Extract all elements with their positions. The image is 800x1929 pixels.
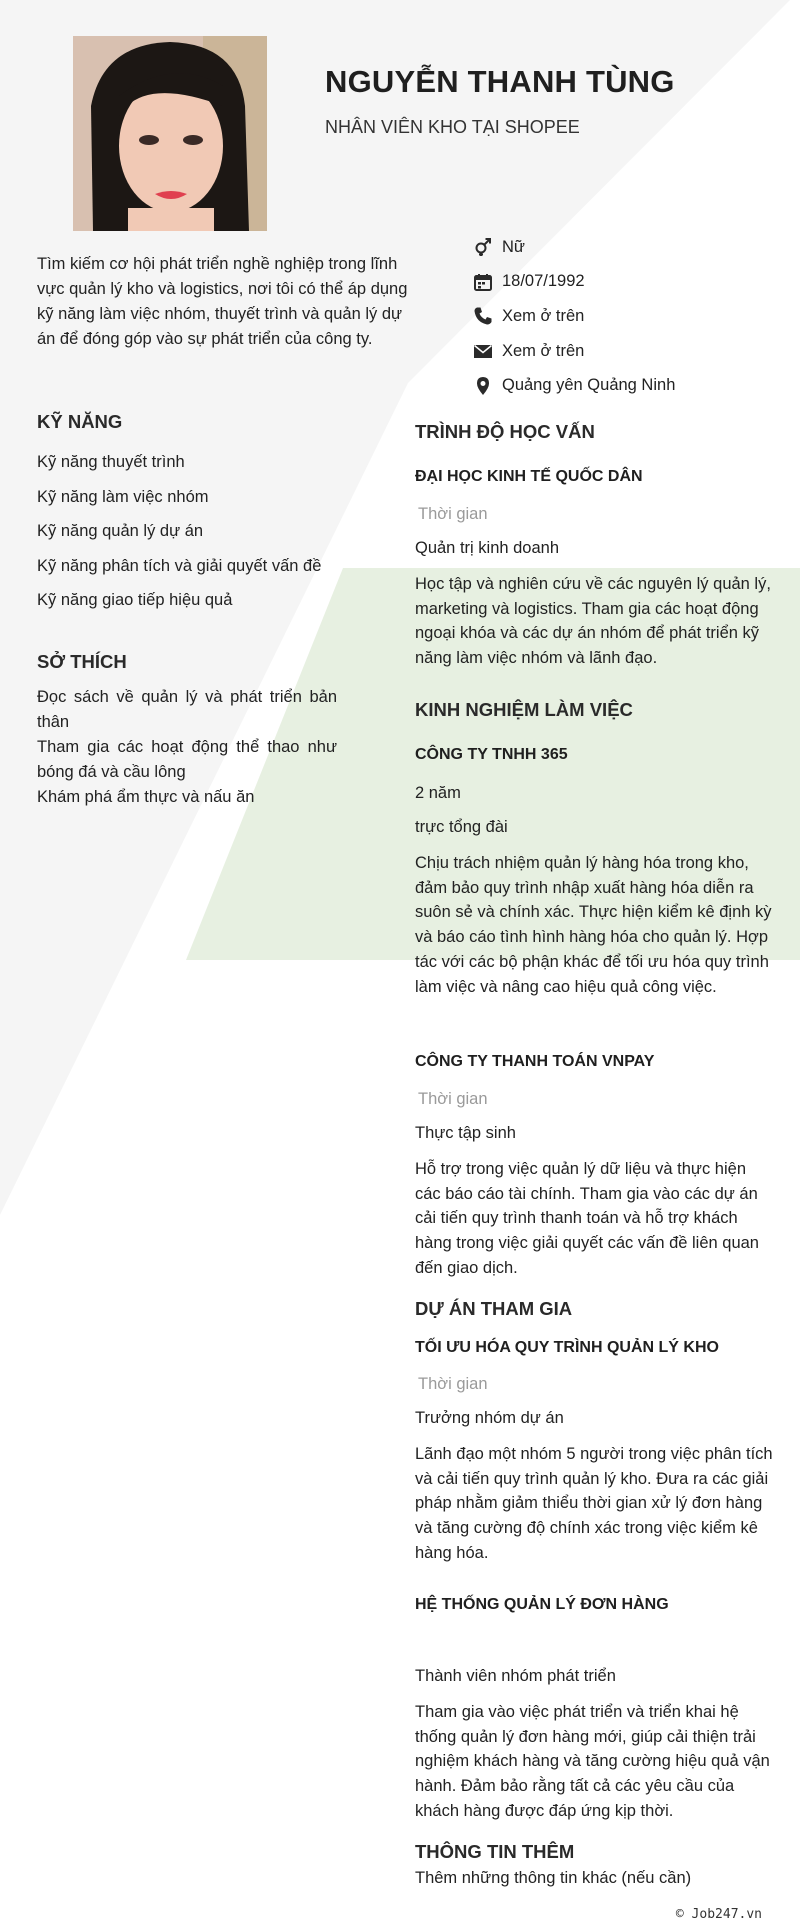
- contact-email: [472, 334, 675, 369]
- contact-birthday: [472, 265, 675, 300]
- list-item: Tham gia các hoạt động thể thao như bóng đá và cầu lông: [37, 738, 337, 781]
- project-role: Thành viên nhóm phát triển: [415, 1667, 616, 1685]
- list-item: Kỹ năng thuyết trình: [37, 453, 185, 471]
- job-company: CÔNG TY TNHH 365: [415, 746, 568, 763]
- list-item: Kỹ năng phân tích và giải quyết vấn đề: [37, 556, 322, 575]
- career-objective: Tìm kiếm cơ hội phát triển nghề nghiệp trong lĩnh vực quản lý kho và logistics, nơi tôi có thể áp dụng kỹ năng làm việc nhóm, thuyết trình và quản lý dự án để đóng góp vào sự phát triển của công ty.: [37, 255, 408, 348]
- project-name: TỐI ƯU HÓA QUY TRÌNH QUẢN LÝ KHO: [415, 1339, 719, 1356]
- additional-heading: THÔNG TIN THÊM: [415, 1841, 575, 1862]
- list-item: Khám phá ẩm thực và nấu ăn: [37, 788, 255, 806]
- job-role: Thực tập sinh: [415, 1124, 516, 1142]
- skills-list: [37, 450, 321, 623]
- project-description: Lãnh đạo một nhóm 5 người trong việc phân tích và cải tiến quy trình quản lý kho. Đưa ra các giải pháp nhằm giảm thiểu thời gian xử lý đơn hàng và tăng cường độ chính xác trong việc kiểm kê hàng hóa.: [415, 1445, 773, 1562]
- contact-gender: [472, 230, 675, 265]
- job-description: Chịu trách nhiệm quản lý hàng hóa trong kho, đảm bảo quy trình nhập xuất hàng hóa diễn ra suôn sẻ và chính xác. Thực hiện kiểm kê định kỳ và báo cáo tình hình hàng hóa cho quản lý. Hợp tác với các bộ phận khác để tối ưu hóa quy trình làm việc và nâng cao hiệu quả công việc.: [415, 854, 772, 996]
- education-major: Quản trị kinh doanh: [415, 539, 560, 557]
- contact-gender-value: Nữ: [502, 237, 525, 256]
- contact-email-value: Xem ở trên: [502, 341, 585, 360]
- hobbies-list: [37, 685, 337, 810]
- contact-phone: [472, 299, 675, 334]
- footer-copyright[interactable]: © Job247.vn: [675, 1907, 762, 1922]
- education-school: ĐẠI HỌC KINH TẾ QUỐC DÂN: [415, 468, 643, 485]
- contact-birthday-value: 18/07/1992: [502, 272, 585, 291]
- education-heading: TRÌNH ĐỘ HỌC VẤN: [415, 421, 595, 442]
- list-item: Kỹ năng làm việc nhóm: [37, 487, 209, 506]
- email-icon: [472, 340, 494, 362]
- education-time: Thời gian: [418, 505, 488, 523]
- list-item: Đọc sách về quản lý và phát triển bản thân: [37, 688, 337, 731]
- education-description: Học tập và nghiên cứu về các nguyên lý quản lý, marketing và logistics. Tham gia các hoạt động ngoại khóa và các dự án nhóm để phát triển kỹ năng làm việc nhóm và lãnh đạo.: [415, 575, 771, 668]
- gender-icon: [472, 236, 494, 258]
- list-item: Kỹ năng giao tiếp hiệu quả: [37, 591, 233, 609]
- job-time: 2 năm: [415, 784, 461, 802]
- list-item: Kỹ năng quản lý dự án: [37, 522, 204, 540]
- hobbies-heading: SỞ THÍCH: [37, 651, 127, 672]
- projects-heading: DỰ ÁN THAM GIA: [415, 1298, 573, 1319]
- contact-phone-value: Xem ở trên: [502, 306, 585, 325]
- job-time: Thời gian: [418, 1090, 488, 1108]
- project-role: Trưởng nhóm dự án: [415, 1409, 564, 1427]
- job-company: CÔNG TY THANH TOÁN VNPAY: [415, 1053, 655, 1070]
- contact-list: [472, 230, 675, 403]
- contact-address-value: Quảng yên Quảng Ninh: [502, 376, 676, 395]
- job-description: Hỗ trợ trong việc quản lý dữ liệu và thực hiện các báo cáo tài chính. Tham gia vào các dự án cải tiến quy trình thanh toán và hỗ trợ khách hàng trong việc giải quyết các vấn đề liên quan đến giao dịch.: [415, 1160, 759, 1277]
- project-name: HỆ THỐNG QUẢN LÝ ĐƠN HÀNG: [415, 1596, 669, 1613]
- job-role: trực tổng đài: [415, 818, 508, 836]
- profile-photo: [73, 36, 267, 231]
- calendar-icon: [472, 271, 494, 293]
- phone-icon: [472, 305, 494, 327]
- project-time: Thời gian: [418, 1375, 488, 1393]
- skills-heading: KỸ NĂNG: [37, 411, 123, 432]
- location-pin-icon: [472, 375, 494, 397]
- project-description: Tham gia vào việc phát triển và triển khai hệ thống quản lý đơn hàng mới, giúp cải thiện trải nghiệm khách hàng và tăng cường hiệu quả vận hành. Đảm bảo rằng tất cả các yêu cầu của khách hàng được đáp ứng kịp thời.: [415, 1703, 770, 1820]
- experience-heading: KINH NGHIỆM LÀM VIỆC: [415, 699, 633, 720]
- candidate-name: NGUYỄN THANH TÙNG: [325, 64, 675, 99]
- job-title: NHÂN VIÊN KHO TẠI SHOPEE: [325, 117, 580, 137]
- additional-text: Thêm những thông tin khác (nếu cần): [415, 1869, 692, 1887]
- contact-address: [472, 368, 675, 403]
